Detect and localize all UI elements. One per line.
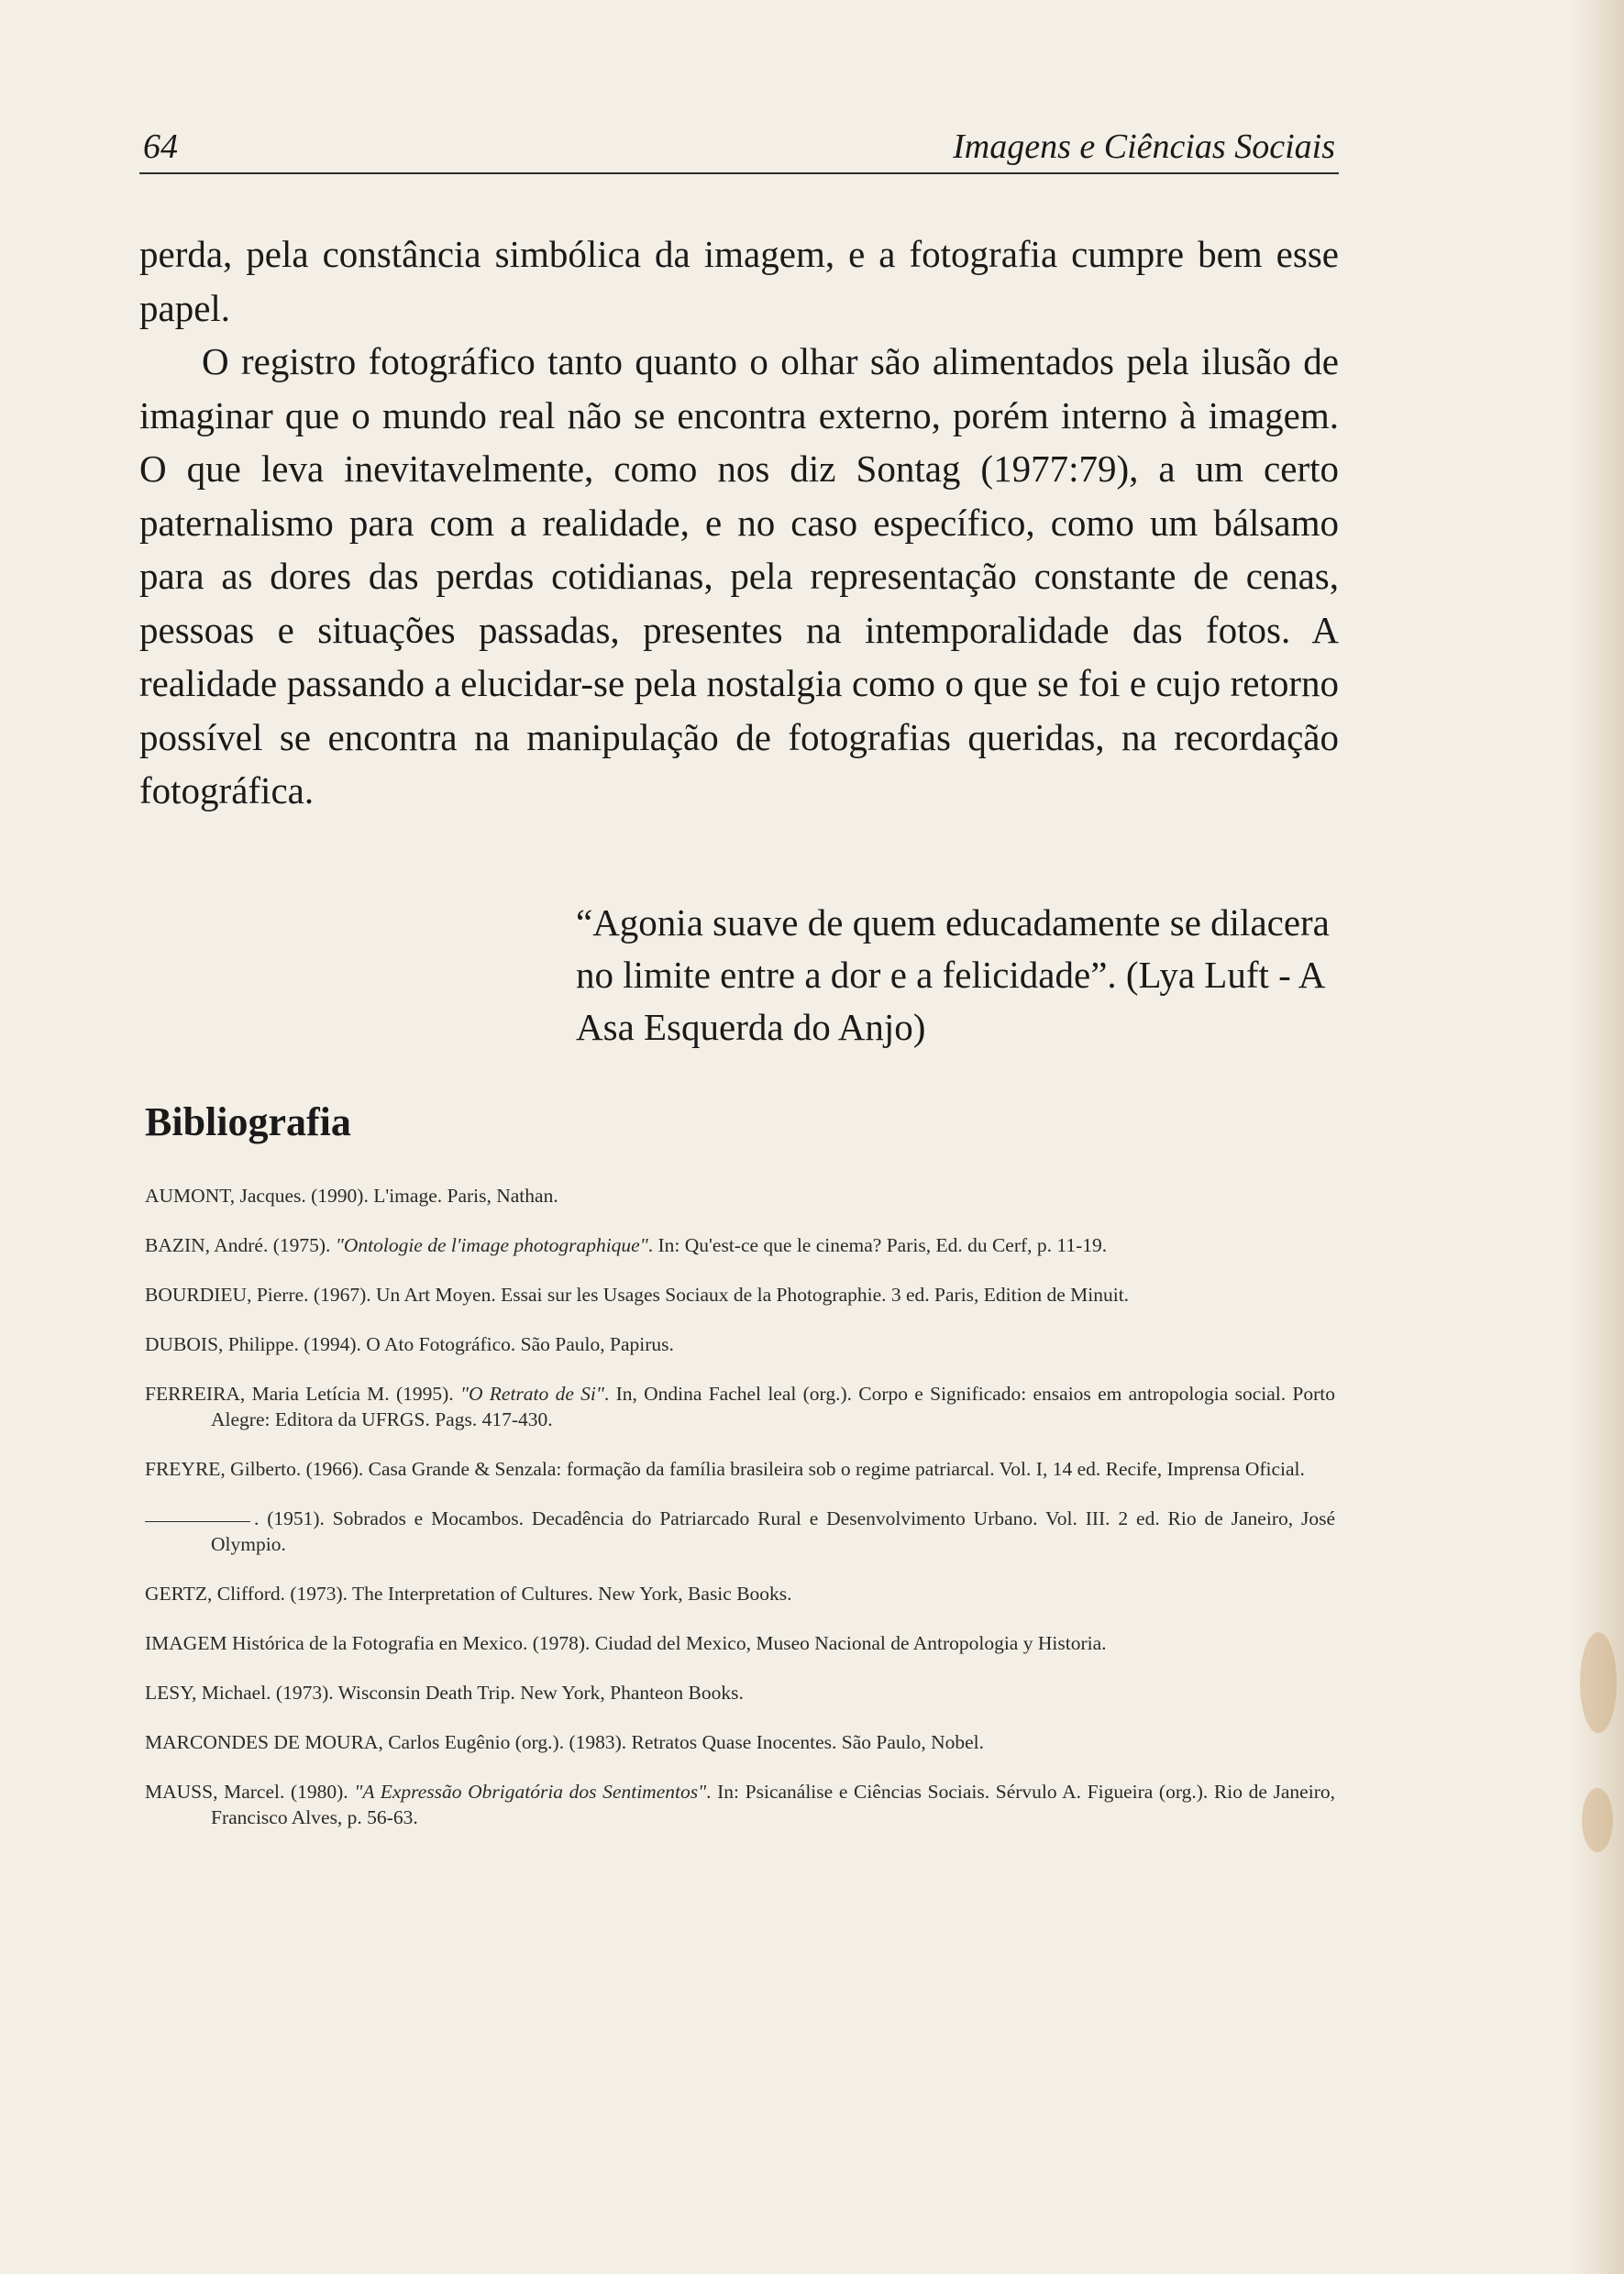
- body-text: [139, 227, 1339, 818]
- bibliography-entry: . (1951). Sobrados e Mocambos. Decadência do Patriarcado Rural e Desenvolvimento Urbano. Vol. III. 2 ed. Rio de Janeiro, José Olympio.: [145, 1506, 1335, 1557]
- page-edge-shadow: [1569, 0, 1624, 2274]
- bibliography-entry: FREYRE, Gilberto. (1966). Casa Grande & Senzala: formação da família brasileira sob o regime patriarcal. Vol. I, 14 ed. Recife, Imprensa Oficial.: [145, 1458, 1305, 1480]
- bibliography-entry: DUBOIS, Philippe. (1994). O Ato Fotográfico. São Paulo, Papirus.: [145, 1333, 674, 1355]
- page-header: [139, 127, 1339, 174]
- bibliography-entry: GERTZ, Clifford. (1973). The Interpretation of Cultures. New York, Basic Books.: [145, 1583, 792, 1605]
- bibliography-entry: LESY, Michael. (1973). Wisconsin Death Trip. New York, Phanteon Books.: [145, 1682, 744, 1704]
- ditto-line: [145, 1521, 250, 1522]
- bibliography-entry: AUMONT, Jacques. (1990). L'image. Paris, Nathan.: [145, 1185, 558, 1207]
- bibliography-entry: BOURDIEU, Pierre. (1967). Un Art Moyen. Essai sur les Usages Sociaux de la Photographie. 3 ed. Paris, Edition de Minuit.: [145, 1284, 1130, 1306]
- epigraph-quote: “Agonia suave de quem educadamente se dilacera no limite entre a dor e a felicidade”. (Lya Luft - A Asa Esquerda do Anjo): [576, 901, 1330, 1048]
- bibliography-entry: FERREIRA, Maria Letícia M. (1995). "O Retrato de Si". In, Ondina Fachel leal (org.). Corpo e Significado: ensaios em antropologia social. Porto Alegre: Editora da UFRGS. Pags. 417-430.: [145, 1383, 1335, 1430]
- bibliography-entry: MAUSS, Marcel. (1980). "A Expressão Obrigatória dos Sentimentos". In: Psicanálise e Ciências Sociais. Sérvulo A. Figueira (org.). Rio de Janeiro, Francisco Alves, p. 56-63.: [145, 1781, 1335, 1828]
- paper-stain: [1580, 1632, 1617, 1733]
- bibliography-heading: Bibliografia: [145, 1099, 351, 1144]
- paragraph: perda, pela constância simbólica da imagem, e a fotografia cumpre bem esse papel.: [139, 233, 1339, 329]
- bibliography-entry: IMAGEM Histórica de la Fotografia en Mexico. (1978). Ciudad del Mexico, Museo Nacional de Antropologia y Historia.: [145, 1632, 1107, 1654]
- paper-stain: [1582, 1788, 1613, 1852]
- bibliography-list: [145, 1183, 1335, 1854]
- bibliography-entry: BAZIN, André. (1975). "Ontologie de l'image photographique". In: Qu'est-ce que le cinema? Paris, Ed. du Cerf, p. 11-19.: [145, 1234, 1108, 1256]
- page-number: 64: [143, 127, 178, 166]
- running-title: Imagens e Ciências Sociais: [953, 127, 1335, 166]
- paragraph: O registro fotográfico tanto quanto o olhar são alimentados pela ilusão de imaginar que o mundo real não se encontra externo, porém interno à imagem. O que leva inevitavelmente, como nos diz Sontag (1977:79), a um certo paternalismo para com a realidade, e no caso específico, como um bálsamo para as dores das perdas cotidianas, pela representação constante de cenas, pessoas e situações passadas, presentes na intemporalidade das fotos. A realidade passando a elucidar-se pela nostalgia como o que se foi e cujo retorno possível se encontra na manipulação de fotografias queridas, na recordação fotográfica.: [139, 340, 1339, 811]
- bibliography-entry: MARCONDES DE MOURA, Carlos Eugênio (org.). (1983). Retratos Quase Inocentes. São Paulo, Nobel.: [145, 1731, 985, 1753]
